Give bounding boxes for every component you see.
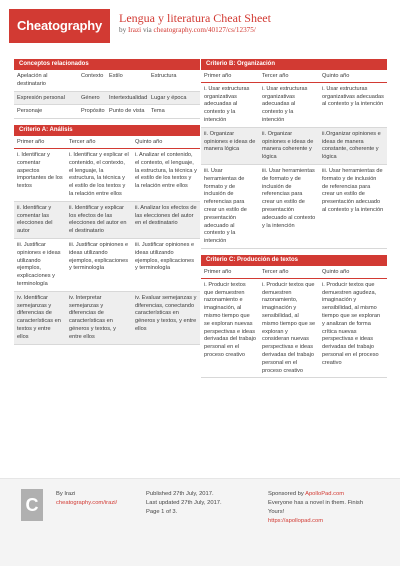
table-cell: i. Identificar y explicar el contenido, el contexto, el lenguaje, la estructura, la técnica y el estilo de los textos y la relación entre ellos (69, 151, 129, 197)
table-row (14, 105, 200, 119)
footer-updated: Last updated 27th July, 2017. (146, 500, 222, 506)
footer-sponsor (268, 490, 344, 499)
footer-sponsor-tagline: Everyone has a novel in them. Finish (268, 500, 364, 506)
footer-page-number: Page 1 of 3. (146, 509, 178, 515)
table-cell: ii. Analizar los efectos de las elecciones del autor en el destinatario (132, 202, 200, 238)
table-cell: i. Usar estructuras organizativas adecuadas al contexto y la intención (204, 85, 250, 123)
produccion-card (201, 255, 387, 378)
footer-author-name[interactable]: Irazi (64, 491, 76, 497)
table-cell: i. Analizar el contenido, el contexto, el lenguaje, la estructura, la técnica y el estilo de los textos y la relación entre ellos (135, 151, 197, 190)
table-row (14, 92, 200, 106)
table-cell: iii. Usar herramientas de formato y de inclusión de referencias para crear un estilo de presentación adecuado al contexto y la intención (322, 167, 384, 213)
column-header: Tercer año (66, 136, 132, 149)
cheatography-c-logo: C (21, 489, 43, 521)
author-link[interactable]: Irazi (127, 26, 142, 34)
table-cell: Tema (151, 108, 165, 115)
column-header: Quinto año (319, 70, 387, 83)
organizacion-card (201, 59, 387, 249)
table-cell: iii. Usar herramientas de formato y de inclusión de referencias para crear un estilo de presentación adecuado al contexto y la intención (262, 167, 316, 229)
sheet-url-link[interactable]: cheatography.com/40127/cs/12375/ (153, 26, 256, 34)
organizacion-title: Criterio B: Organización (201, 59, 387, 70)
footer-sponsor-url-link[interactable]: https://apollopad.com (268, 518, 324, 524)
table-header-row (201, 266, 387, 279)
table-row (201, 279, 387, 379)
column-header: Tercer año (259, 70, 319, 83)
table-cell: ii. Organizar opiniones e ideas de manera coherente y lógica (259, 128, 319, 164)
table-row (14, 239, 200, 292)
column-header: Tercer año (259, 266, 319, 279)
table-header-row (201, 70, 387, 83)
table-cell: i. Identificar y comentar aspectos importantes de los textos (17, 151, 63, 190)
table-cell: ii. Identificar y explicar los efectos de las elecciones del autor en el destinatario (66, 202, 132, 238)
table-cell: iii. Justificar opiniones e ideas utilizando ejemplos, explicaciones y terminología (135, 241, 195, 272)
column-header: Quinto año (132, 136, 200, 149)
analisis-title: Criterio A: Análisis (14, 125, 200, 136)
table-cell: ii. Organizar opiniones e ideas de manera lógica (201, 128, 259, 164)
table-cell: Género (78, 92, 106, 105)
footer-author-url[interactable] (56, 499, 117, 508)
page-footer (0, 478, 400, 566)
conceptos-card (14, 59, 200, 119)
table-cell: Estilo (109, 73, 123, 79)
footer-author (56, 490, 75, 499)
table-cell: i. Producir textos que demuestren razonamiento e imaginación, al mismo tiempo que se exploran nuevas perspectivas e ideas derivadas del trabajo personal en el proceso creativo (204, 281, 256, 358)
table-cell: Lugar y época (148, 92, 200, 105)
table-cell: ii. Identificar y comentar las elecciones del autor (14, 202, 66, 238)
column-header: Primer año (201, 70, 259, 83)
footer-sponsor-prefix: Sponsored by (268, 491, 306, 497)
table-cell: Apelación al destinatario (17, 73, 48, 87)
table-row (14, 202, 200, 239)
right-column (201, 59, 387, 384)
table-cell: i. Producir textos que demuestren razonamiento, imaginación y sensibilidad, al mismo tiempo que se exploran y consideran nuevas perspectivas e ideas derivadas del trabajo personal en el proceso creativo (262, 281, 316, 374)
table-cell: ii.Organizar opiniones e ideas de manera constante, coherente y lógica (319, 128, 387, 164)
column-header: Primer año (201, 266, 259, 279)
table-cell: iv. Interpretar semejanzas y diferencias de características en géneros y textos, y entre ellos (66, 292, 132, 344)
table-cell: i. Producir textos que demuestren agudeza, imaginación y sensibilidad, al mismo tiempo que se exploran y analizan de forma crítica nuevas perspectivas e ideas derivadas del trabajo personal en el proceso creativo (322, 281, 381, 366)
produccion-title: Criterio C: Producción de textos (201, 255, 387, 266)
table-cell: iii. Justificar opiniones e ideas utilizando ejemplos, explicaciones y terminología (69, 241, 129, 272)
table-cell: Propósito (81, 108, 105, 115)
sheet-byline (119, 26, 256, 34)
footer-published: Published 27th July, 2017. (146, 491, 214, 497)
cheatography-logo[interactable]: Cheatography (9, 9, 110, 43)
conceptos-title: Conceptos relacionados (14, 59, 200, 70)
table-cell: Personaje (17, 108, 43, 115)
table-cell: i. Usar estructuras organizativas adecuadas al contexto y la intención (322, 85, 384, 108)
table-header-row (14, 136, 200, 149)
table-cell: i. Usar estructuras organizativas adecuadas al contexto y la intención (262, 85, 308, 123)
table-cell: Expresión personal (14, 92, 78, 105)
table-cell: iv. Identificar semejanzas y diferencias de características en textos y entre ellos (14, 292, 66, 344)
byline-via: via (141, 26, 154, 34)
footer-author-link[interactable]: cheatography.com/irazi/ (56, 500, 118, 506)
table-row (14, 292, 200, 345)
table-cell: Contexto (81, 73, 104, 79)
footer-sponsor-url[interactable] (268, 517, 323, 526)
table-cell: iii. Usar herramientas de formato y de inclusión de referencias para crear un estilo de presentación adecuado al contexto y la intención (204, 167, 247, 245)
left-column (14, 59, 200, 351)
table-row (14, 70, 200, 92)
table-row (201, 83, 387, 128)
footer-sponsor-tagline-2: Yours! (268, 509, 285, 515)
table-row (14, 149, 200, 202)
footer-sponsor-link[interactable]: ApolloPad.com (305, 491, 345, 497)
page-header (0, 0, 400, 52)
table-cell: Estructura (151, 73, 177, 79)
table-cell: iv. Evaluar semejanzas y diferencias, conectando características en géneros y textos, y entre ellos (132, 292, 200, 344)
table-cell: Punto de vista (109, 108, 145, 115)
analisis-card (14, 125, 200, 344)
sheet-title: Lengua y literatura Cheat Sheet (119, 11, 271, 25)
column-header: Quinto año (319, 266, 387, 279)
footer-by: By (56, 491, 65, 497)
byline-prefix: by (119, 26, 128, 34)
table-cell: Intertextualidad (106, 92, 148, 105)
table-cell: iii. Justificar opiniones e ideas utilizando ejemplos, explicaciones y terminología (17, 241, 61, 287)
table-row (201, 165, 387, 249)
table-row (201, 128, 387, 165)
column-header: Primer año (14, 136, 66, 149)
